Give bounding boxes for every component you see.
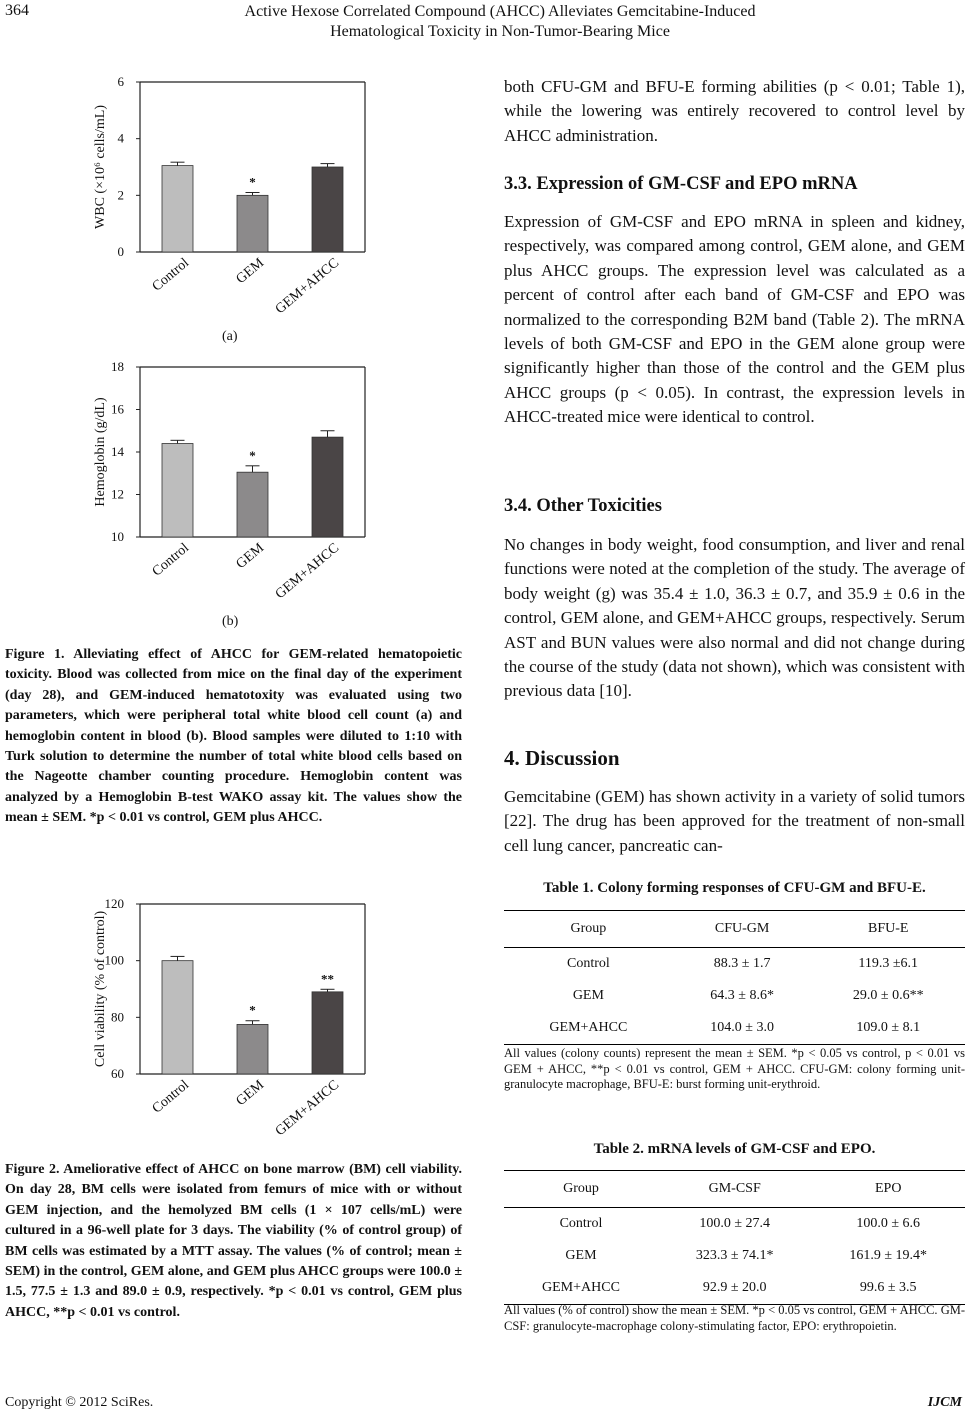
category-label: Control	[149, 255, 193, 295]
significance-marker: *	[249, 447, 256, 463]
table-cell: 161.9 ± 19.4*	[849, 1248, 928, 1263]
table-row	[504, 980, 965, 1012]
y-tick-label: 16	[111, 401, 124, 417]
table-row	[504, 948, 965, 981]
bar	[312, 992, 343, 1074]
category-label: GEM+AHCC	[272, 540, 343, 603]
y-tick-label: 100	[104, 952, 124, 968]
copyright-footer: Copyright © 2012 SciRes.	[5, 1395, 154, 1410]
section-3-4-text: No changes in body weight, food consumption, and liver and renal functions were noted at the completion of the study. The average of body weight (g) was 35.4 ± 1.0, 36.3 ± 0.7, and 35.9 ± 0.6 in the control, GEM alone, and GEM+AHCC groups, respectively. Serum AST and BUN values were also normal and did not change during the course of the study (data not shown), which was consistent with previous data [10].	[504, 535, 965, 701]
table-cell: 64.3 ± 8.6*	[710, 988, 774, 1003]
category-label: Control	[149, 1077, 193, 1117]
page-number: 364	[5, 2, 29, 19]
y-tick-label: 0	[117, 244, 124, 259]
category-label: Control	[149, 540, 193, 580]
table-1-header: BFU-E	[811, 911, 965, 948]
section-3-4-heading: 3.4. Other Toxicities	[504, 496, 662, 516]
section-3-3-text: Expression of GM-CSF and EPO mRNA in spleen and kidney, respectively, was compared among control, GEM alone, and GEM plus AHCC groups. The expression level was calculated as a percent of control after each band of GM-CSF and EPO was normalized to the corresponding B2M band (Table 2). The mRNA levels of both GM-CSF and EPO in the GEM alone group were significantly higher than those of the control and the GEM plus AHCC groups (p < 0.05). In contrast, the expression levels in AHCC-treated mice were identical to control.	[504, 212, 965, 427]
significance-marker: *	[249, 174, 256, 190]
table-2-header-row	[504, 1171, 965, 1208]
bar	[162, 961, 193, 1074]
bar	[162, 444, 193, 538]
table-cell: 109.0 ± 8.1	[811, 1012, 965, 1045]
table-2-header: Group	[504, 1171, 658, 1208]
figure-1a-svg	[80, 70, 380, 335]
table-1	[504, 910, 965, 1045]
y-tick-label: 10	[111, 529, 124, 544]
table-cell: GEM+AHCC	[504, 1012, 673, 1045]
table-cell: 119.3 ±6.1	[858, 956, 919, 971]
y-tick-label: 12	[111, 486, 124, 502]
table-row	[504, 1208, 965, 1241]
figure-1a-chart	[80, 70, 380, 335]
figure-2-svg	[80, 892, 380, 1157]
table-cell: 100.0 ± 27.4	[699, 1216, 771, 1231]
results-paragraph: both CFU-GM and BFU-E forming abilities (p < 0.01; Table 1), while the lowering was entirely recovered to control level by AHCC administration.	[504, 77, 965, 145]
table-1-title: Table 1. Colony forming responses of CFU-GM and BFU-E.	[543, 880, 926, 896]
table-2	[504, 1170, 965, 1305]
category-label: GEM	[233, 540, 268, 573]
table-2-title: Table 2. mRNA levels of GM-CSF and EPO.	[593, 1141, 876, 1157]
y-tick-label: 60	[111, 1066, 124, 1081]
running-title-line2: Hematological Toxicity in Non-Tumor-Bearing Mice	[330, 23, 670, 40]
category-label: GEM+AHCC	[272, 255, 343, 318]
y-tick-label: 120	[104, 896, 124, 911]
bar	[237, 472, 268, 537]
table-cell: 100.0 ± 6.6	[856, 1216, 921, 1231]
category-label: GEM+AHCC	[272, 1077, 343, 1140]
figure-1a-label: (a)	[222, 329, 238, 344]
table-1-header: Group	[504, 911, 673, 948]
table-row	[504, 1240, 965, 1272]
bar	[237, 1024, 268, 1074]
bar	[237, 195, 268, 252]
table-cell: 88.3 ± 1.7	[713, 956, 771, 971]
table-1-note: All values (colony counts) represent the mean ± SEM. *p < 0.05 vs control, p < 0.01 vs GEM + AHCC, **p < 0.01 vs control, GEM + AHCC. CFU-GM: colony forming unit-granulocyte macrophage, BFU-E: burst forming unit-erythroid.	[504, 1046, 965, 1091]
y-tick-label: 2	[117, 187, 124, 203]
table-2-header: GM-CSF	[658, 1171, 812, 1208]
category-label: GEM	[233, 255, 268, 288]
table-2-header: EPO	[811, 1171, 965, 1208]
running-title-line1: Active Hexose Correlated Compound (AHCC) Alleviates Gemcitabine-Induced	[244, 3, 756, 20]
y-axis-label: WBC (×10⁶ cells/mL)	[93, 105, 108, 229]
significance-marker: *	[249, 1002, 256, 1018]
y-tick-label: 18	[111, 359, 124, 374]
table-cell: Control	[566, 956, 610, 971]
section-4-heading: 4. Discussion	[504, 746, 620, 770]
table-cell: 104.0 ± 3.0	[673, 1012, 812, 1045]
section-3-3-heading: 3.3. Expression of GM-CSF and EPO mRNA	[504, 174, 858, 194]
table-cell: 92.9 ± 20.0	[658, 1272, 812, 1305]
y-axis-label: Cell viability (% of control)	[93, 910, 108, 1068]
table-2-note: All values (% of control) show the mean ± SEM. *p < 0.05 vs control, GEM + AHCC. GM-CSF: granulocyte-macrophage colony-stimulating factor, EPO: erythropoietin.	[504, 1303, 965, 1333]
figure-1b-chart	[80, 355, 380, 620]
category-label: GEM	[233, 1077, 268, 1110]
table-1-header: CFU-GM	[673, 911, 812, 948]
table-cell: 323.3 ± 74.1*	[695, 1248, 774, 1263]
figure-1b-label: (b)	[222, 614, 239, 629]
journal-footer: IJCM	[927, 1395, 962, 1410]
figure-1-caption: Figure 1. Alleviating effect of AHCC for GEM-related hematopoietic toxicity. Blood was collected from mice on the final day of the experiment (day 28), and GEM-induced hematotoxity was evaluated using two parameters, which were peripheral total white blood cell count (a) and hemoglobin content in blood (b). Blood samples were diluted to 1:10 with Turk solution to determine the number of total white blood cells based on the Nageotte chamber counting procedure. Hemoglobin content was analyzed by a Hemoglobin B-test WAKO assay kit. The values show the mean ± SEM. *p < 0.01 vs control, GEM plus AHCC.	[5, 647, 462, 826]
table-row	[504, 1012, 965, 1045]
table-cell: Control	[559, 1216, 603, 1231]
y-tick-label: 6	[117, 74, 124, 89]
table-1-header-row	[504, 911, 965, 948]
y-axis-label: Hemoglobin (g/dL)	[93, 397, 108, 507]
bar	[312, 437, 343, 537]
y-tick-label: 4	[117, 130, 124, 146]
bar	[312, 167, 343, 252]
figure-1b-svg	[80, 355, 380, 620]
table-row	[504, 1272, 965, 1305]
section-4-text: Gemcitabine (GEM) has shown activity in a variety of solid tumors [22]. The drug has been approved for the treatment of non-small cell lung cancer, pancreatic can-	[504, 787, 965, 855]
significance-marker: **	[321, 971, 334, 987]
y-tick-label: 80	[111, 1009, 124, 1025]
figure-2-caption: Figure 2. Ameliorative effect of AHCC on bone marrow (BM) cell viability. On day 28, BM cells were isolated from femurs of mice with or without GEM injection, and the hemolyzed BM cells (1 × 107 cells/mL) were cultured in a 96-well plate for 3 days. The viability (% of control group) of BM cells was estimated by a MTT assay. The values (% of control; mean ± SEM) in the control, GEM alone, and GEM plus AHCC groups were 100.0 ± 1.5, 77.5 ± 1.3 and 89.0 ± 0.9, respectively. *p < 0.01 vs control, GEM plus AHCC, **p < 0.01 vs control.	[5, 1162, 462, 1320]
table-cell: GEM	[572, 988, 604, 1003]
bar	[162, 166, 193, 252]
table-cell: 99.6 ± 3.5	[811, 1272, 965, 1305]
y-tick-label: 14	[111, 444, 124, 459]
table-cell: 29.0 ± 0.6**	[852, 988, 924, 1003]
figure-2-chart	[80, 892, 380, 1157]
table-cell: GEM	[565, 1248, 597, 1263]
running-title	[120, 2, 880, 42]
table-cell: GEM+AHCC	[504, 1272, 658, 1305]
